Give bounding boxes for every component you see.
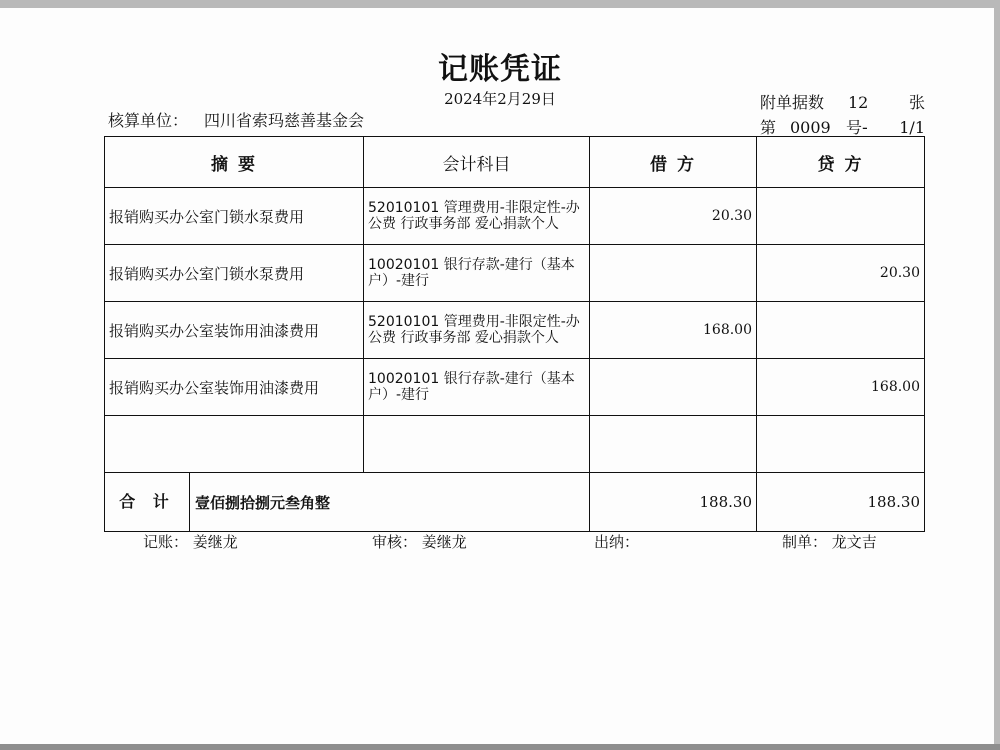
row-debit (590, 416, 757, 473)
number-suffix: 号- (846, 118, 868, 137)
voucher-title: 记账凭证 (438, 52, 562, 87)
row-credit (757, 302, 925, 359)
row-credit: 168.00 (757, 359, 925, 416)
total-debit: 188.30 (590, 473, 757, 532)
row-debit (590, 359, 757, 416)
row-credit (757, 188, 925, 245)
unit-label: 核算单位： (108, 111, 189, 130)
row-account: 52010101 管理费用-非限定性-办公费 行政事务部 爱心捐款个人 (364, 188, 590, 245)
attachment-row (760, 90, 925, 115)
header-credit: 贷 方 (757, 137, 925, 188)
row-account: 10020101 银行存款-建行（基本户）-建行 (364, 245, 590, 302)
attachment-count: 12 (848, 93, 869, 112)
table-header-row (105, 137, 925, 188)
header-account: 会计科目 (364, 137, 590, 188)
row-summary: 报销购买办公室门锁水泵费用 (105, 188, 364, 245)
row-credit: 20.30 (757, 245, 925, 302)
row-account (364, 416, 590, 473)
row-summary: 报销购买办公室门锁水泵费用 (105, 245, 364, 302)
unit-name: 四川省索玛慈善基金会 (204, 111, 365, 130)
table-row (105, 359, 925, 416)
voucher-table (104, 136, 925, 532)
row-debit (590, 245, 757, 302)
row-debit: 168.00 (590, 302, 757, 359)
row-summary: 报销购买办公室装饰用油漆费用 (105, 359, 364, 416)
total-credit: 188.30 (757, 473, 925, 532)
table-row (105, 302, 925, 359)
row-credit (757, 416, 925, 473)
total-label: 合 计 (105, 473, 190, 531)
page-indicator: 1/1 (899, 118, 925, 137)
total-row (105, 473, 925, 532)
reviewer: 审核： 姜继龙 (372, 533, 467, 551)
voucher-date: 2024年2月29日 (444, 90, 556, 108)
row-account: 10020101 银行存款-建行（基本户）-建行 (364, 359, 590, 416)
bookkeeper: 记账： 姜继龙 (143, 533, 238, 551)
table-row (105, 188, 925, 245)
accounting-unit (108, 108, 364, 131)
header-debit: 借 方 (590, 137, 757, 188)
attachment-label: 附单据数 (760, 93, 825, 112)
total-in-words: 壹佰捌拾捌元叁角整 (195, 493, 331, 512)
row-summary (105, 416, 364, 473)
preparer: 制单： 龙文吉 (782, 533, 877, 551)
table-row-empty (105, 416, 925, 473)
row-summary: 报销购买办公室装饰用油漆费用 (105, 302, 364, 359)
scan-edge (0, 744, 1000, 750)
total-cell (105, 473, 590, 532)
voucher-meta (760, 90, 925, 140)
row-account: 52010101 管理费用-非限定性-办公费 行政事务部 爱心捐款个人 (364, 302, 590, 359)
cashier: 出纳： (594, 533, 640, 551)
header-summary: 摘 要 (105, 137, 364, 188)
attachment-unit: 张 (908, 93, 925, 112)
row-debit: 20.30 (590, 188, 757, 245)
number-prefix: 第 (760, 118, 777, 137)
table-row (105, 245, 925, 302)
voucher-number: 0009 (790, 118, 831, 137)
